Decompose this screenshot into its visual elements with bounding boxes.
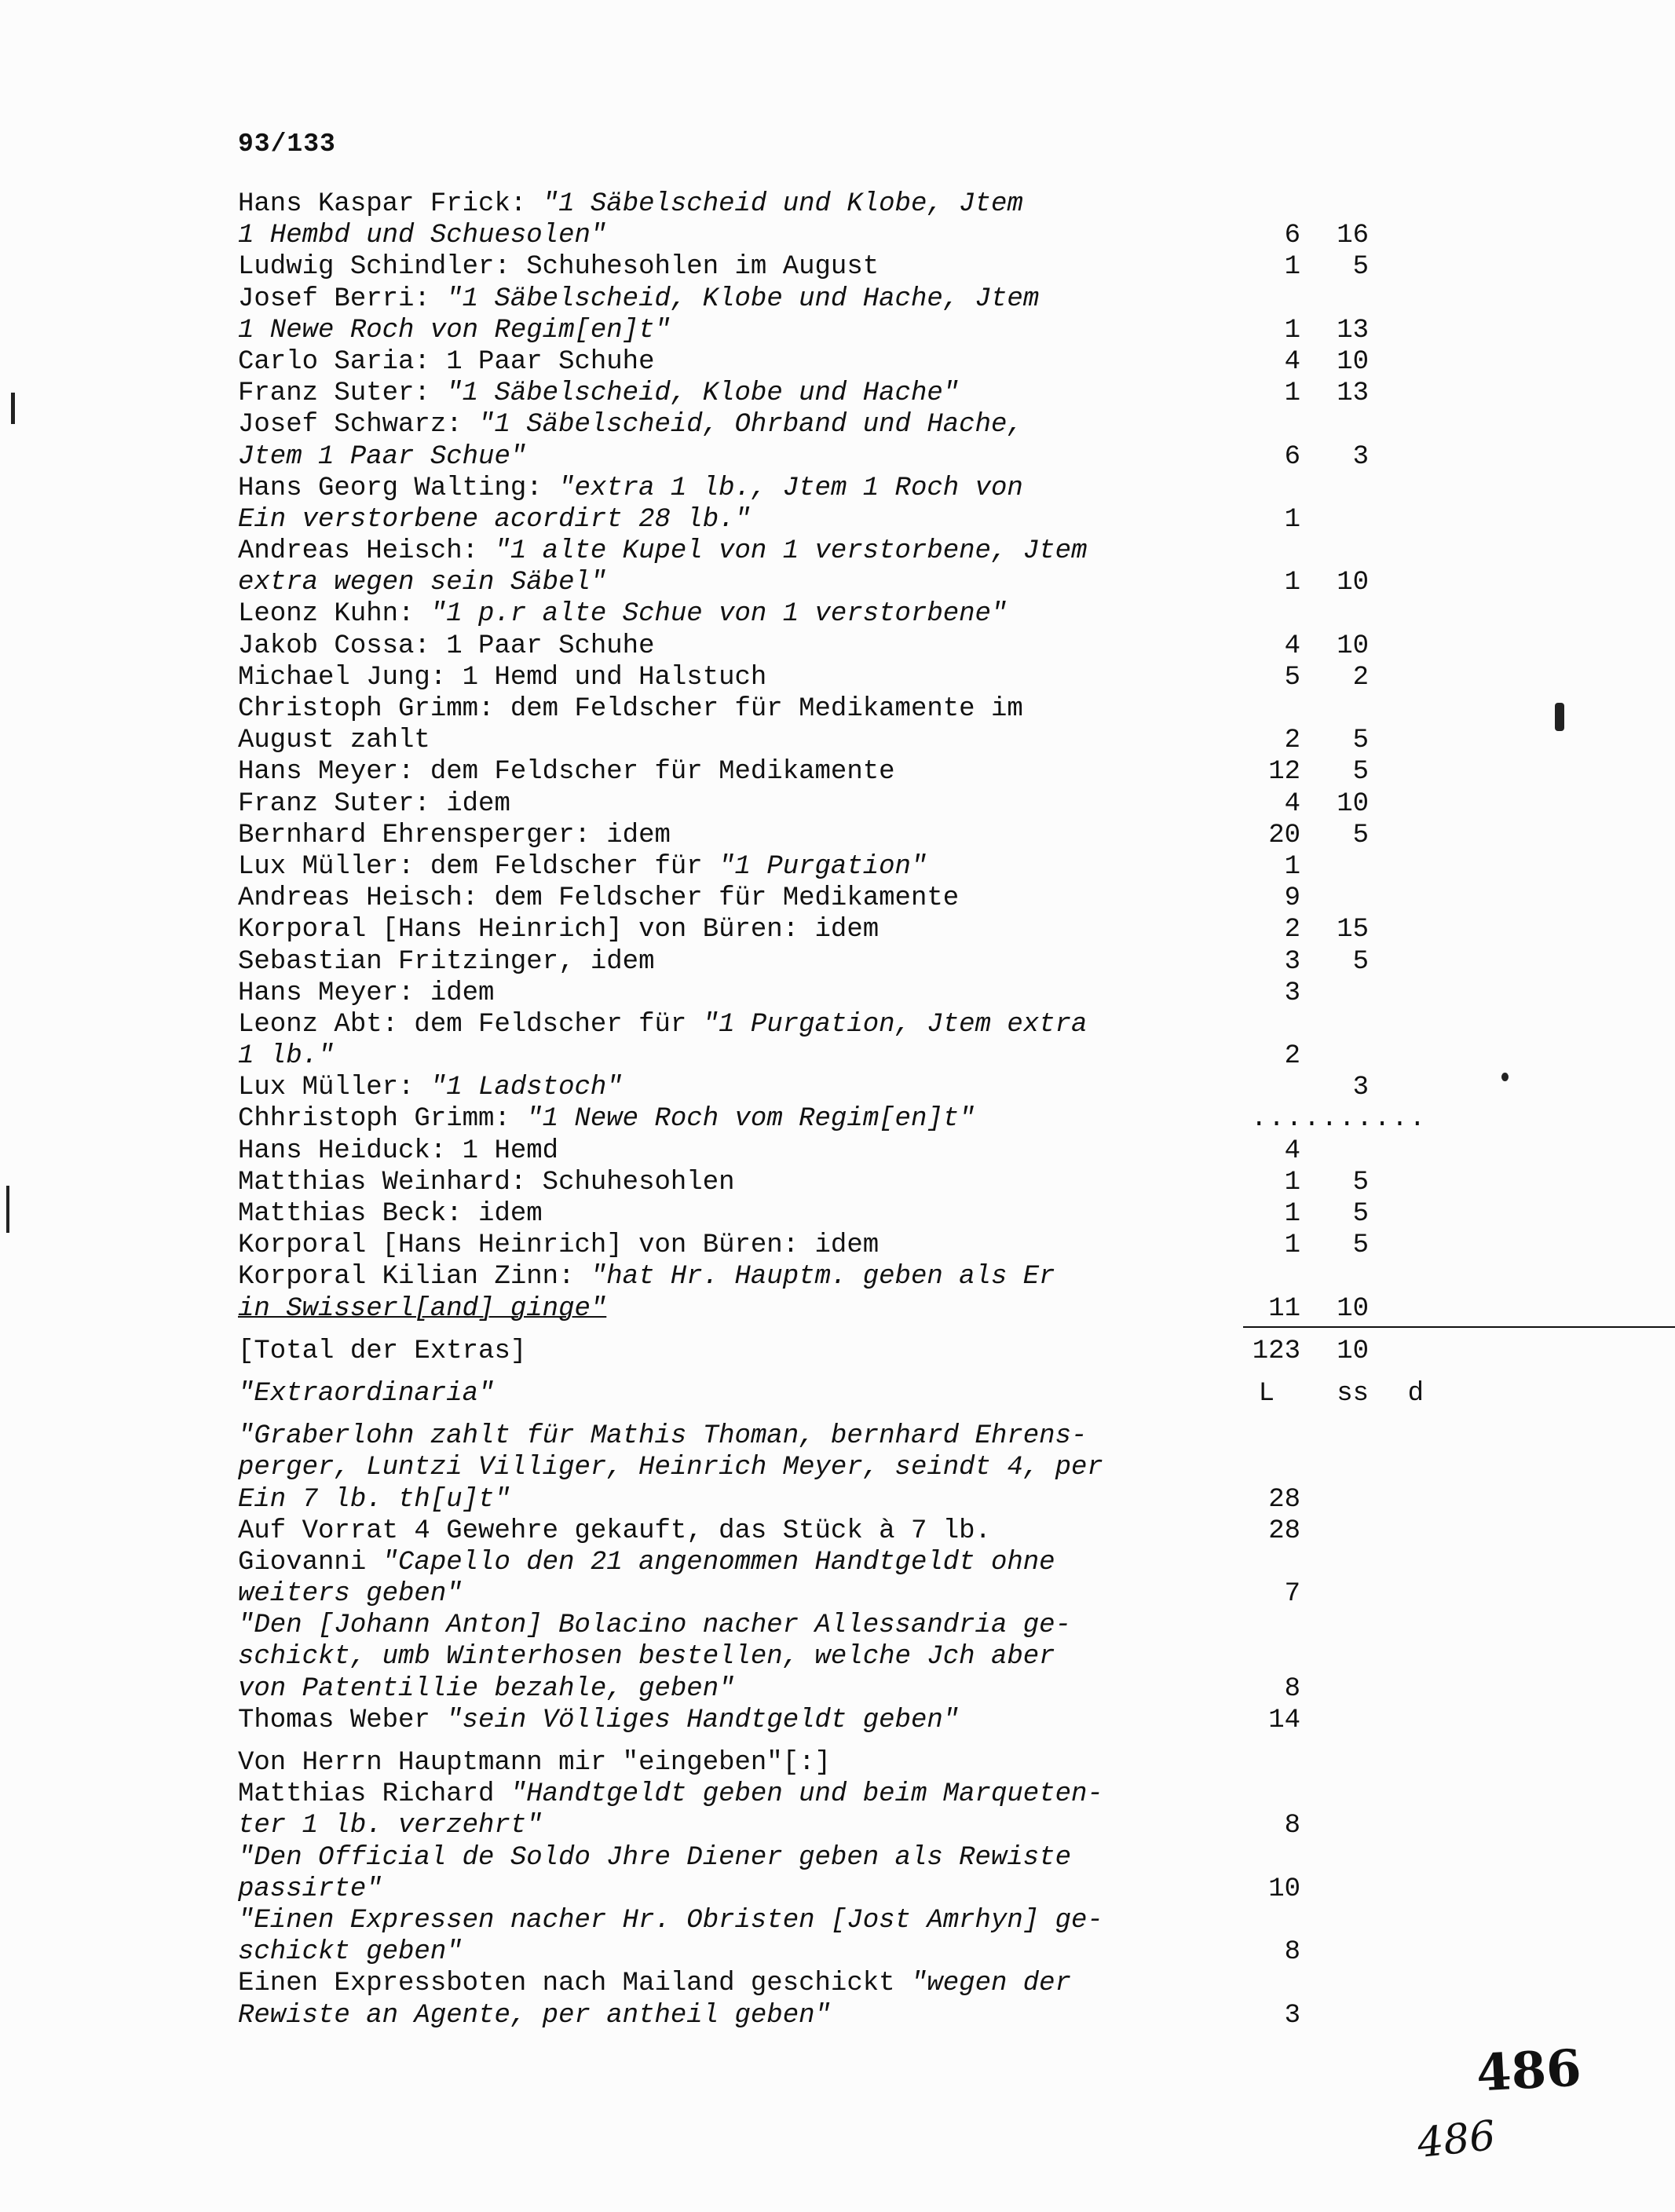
entry-plain: Leonz Abt: dem Feldscher für	[238, 1009, 703, 1040]
ledger-row	[238, 1135, 1439, 1167]
handwritten-page-number: 486	[1475, 2038, 1583, 2104]
entry-text	[238, 883, 959, 914]
amount-ss: 13	[1337, 378, 1369, 409]
amount-ss: 15	[1337, 915, 1369, 945]
amount-lb: 1	[1284, 1199, 1300, 1229]
amount-ss: 5	[1352, 820, 1369, 850]
entry-text	[238, 283, 1039, 315]
entry-text	[238, 1779, 1103, 1810]
entry-plain: Matthias Richard	[238, 1779, 510, 1810]
entry-text	[238, 1905, 1103, 1936]
ledger-row	[238, 441, 1439, 473]
ledger-row	[238, 536, 1439, 567]
entry-text	[238, 473, 1023, 504]
entry-quote: Rewiste an Agente, per antheil geben"	[238, 2000, 831, 2031]
entry-text	[238, 1484, 510, 1515]
amount-lb: 28	[1268, 1484, 1300, 1515]
entry-quote: perger, Luntzi Villiger, Heinrich Meyer, seindt 4, per	[238, 1453, 1103, 1483]
ledger-row	[238, 1293, 1439, 1325]
ledger-row	[238, 1167, 1439, 1198]
entry-text	[238, 978, 494, 1009]
ledger-row	[238, 1261, 1439, 1292]
entry-quote: "1 p.r alte Schue von 1 verstorbene"	[430, 599, 1008, 630]
ledger-row	[238, 1103, 1439, 1135]
ledger-row	[238, 220, 1439, 251]
ledger-row	[238, 820, 1439, 851]
entry-text	[238, 851, 927, 883]
entry-text	[238, 441, 526, 473]
ledger-row	[238, 1072, 1439, 1103]
amount-lb: 7	[1284, 1579, 1300, 1610]
ledger-row	[238, 188, 1439, 220]
ledger-row	[238, 315, 1439, 346]
extraordinaria-row	[238, 1810, 1439, 1841]
amount-lb: 8	[1284, 1673, 1300, 1704]
entry-plain: Christoph Grimm: dem Feldscher für Medikamente im	[238, 694, 1023, 724]
amount-lb: 8	[1284, 1811, 1300, 1841]
ledger-row	[238, 473, 1439, 504]
ledger-row	[238, 978, 1439, 1009]
extraordinaria-row	[238, 1673, 1439, 1705]
entry-quote: Ein verstorbene acordirt 28 lb."	[238, 504, 751, 535]
entry-text	[238, 1641, 1055, 1673]
ledger-row	[238, 693, 1439, 725]
subheading: Von Herrn Hauptmann mir "eingeben"[:]	[238, 1748, 831, 1778]
entry-plain: Franz Suter:	[238, 378, 447, 409]
ledger-row	[238, 631, 1439, 662]
amount-ss: 5	[1352, 252, 1369, 283]
entry-plain: Hans Georg Walting:	[238, 473, 559, 503]
entry-text	[238, 346, 655, 378]
amount-lb: 4	[1284, 788, 1300, 819]
entry-plain: Giovanni	[238, 1547, 382, 1578]
entry-text	[238, 662, 766, 693]
amount-ss: 2	[1352, 662, 1369, 693]
entry-text	[238, 1452, 1103, 1483]
entry-quote: "1 Purgation, Jtem extra	[702, 1009, 1088, 1040]
entry-text	[238, 1705, 959, 1736]
amount-lb: 10	[1268, 1874, 1300, 1904]
extraordinaria-row	[238, 1515, 1439, 1547]
ledger-row	[238, 756, 1439, 788]
entry-plain: Auf Vorrat 4 Gewehre gekauft, das Stück à 7 lb.	[238, 1515, 991, 1546]
entry-quote: "Capello den 21 angenommen Handtgeldt ohne	[382, 1547, 1055, 1578]
entry-plain: Lux Müller: dem Feldscher für	[238, 851, 719, 882]
amount-lb: 2	[1284, 1041, 1300, 1072]
extraordinaria-row	[238, 1968, 1439, 1999]
entry-quote: "1 Säbelscheid, Ohrband und Hache,	[478, 410, 1023, 441]
entry-text	[238, 1198, 543, 1230]
amount-ss: 5	[1352, 1230, 1369, 1261]
amount-lb: 9	[1284, 883, 1300, 914]
entry-quote: schickt geben"	[238, 1937, 463, 1968]
amount-ss: 3	[1352, 1073, 1369, 1103]
entry-quote: "Einen Expressen nacher Hr. Obristen [Jost Amrhyn] ge-	[238, 1905, 1103, 1936]
entry-quote: "Den Official de Soldo Jhre Diener geben als Rewiste	[238, 1842, 1071, 1873]
entry-plain: Korporal Kilian Zinn:	[238, 1262, 591, 1292]
ledger-row	[238, 598, 1439, 630]
entry-text	[238, 2000, 831, 2031]
entry-quote: "1 Ladstoch"	[430, 1073, 623, 1103]
extraordinaria-heading-row	[238, 1378, 1439, 1409]
entry-text	[238, 914, 879, 945]
entry-quote: "hat Hr. Hauptm. geben als Er	[590, 1262, 1055, 1292]
ledger-row	[238, 725, 1439, 756]
sum-rule	[1243, 1326, 1675, 1328]
entry-text	[238, 1261, 1055, 1292]
ledger-row	[238, 883, 1439, 914]
entry-text	[238, 1135, 558, 1167]
entry-plain: Korporal [Hans Heinrich] von Büren: idem	[238, 915, 880, 945]
entry-plain: Hans Meyer: idem	[238, 978, 495, 1008]
column-header-L: L	[1258, 1378, 1275, 1409]
entry-plain: Sebastian Fritzinger, idem	[238, 946, 655, 977]
entry-plain: Bernhard Ehrensperger: idem	[238, 820, 671, 850]
entry-text	[238, 1610, 1071, 1641]
total-lb: 123	[1252, 1336, 1300, 1366]
extraordinaria-row	[238, 1779, 1439, 1810]
entry-text	[238, 820, 671, 851]
ledger-row	[238, 851, 1439, 883]
ledger-row	[238, 1040, 1439, 1072]
amount-lb: 1	[1284, 504, 1300, 535]
entry-text	[238, 1420, 1087, 1452]
entry-plain: August zahlt	[238, 726, 430, 756]
entry-quote: passirte"	[238, 1874, 382, 1904]
amount-lb: 1	[1284, 851, 1300, 882]
ledger-row	[238, 1230, 1439, 1261]
extraordinaria-row	[238, 1905, 1439, 1936]
entry-plain: Einen Expressboten nach Mailand geschickt	[238, 1969, 911, 1999]
entry-plain: Korporal [Hans Heinrich] von Büren: idem	[238, 1230, 880, 1261]
scan-edge-mark	[1555, 703, 1564, 731]
entry-quote: "sein Völliges Handtgeldt geben"	[446, 1705, 960, 1735]
entry-text	[238, 567, 606, 598]
entry-text	[238, 1167, 735, 1198]
entry-plain: Ludwig Schindler: Schuhesohlen im August	[238, 252, 880, 283]
scan-dot	[1501, 1073, 1509, 1081]
amount-ss: 5	[1352, 946, 1369, 977]
entry-text	[238, 598, 1007, 630]
entry-plain: Leonz Kuhn:	[238, 599, 430, 630]
entry-text	[238, 725, 430, 756]
extraordinaria-row	[238, 1578, 1439, 1610]
entry-quote: weiters geben"	[238, 1579, 463, 1610]
entry-text	[238, 1578, 463, 1610]
entry-text	[238, 1874, 382, 1905]
amount-lb: 6	[1284, 441, 1300, 472]
entry-plain: Lux Müller:	[238, 1073, 430, 1103]
entry-text	[238, 1673, 735, 1705]
ledger-row	[238, 567, 1439, 598]
amount-ss: 10	[1337, 568, 1369, 598]
entry-quote: schickt, umb Winterhosen bestellen, welche Jch aber	[238, 1642, 1055, 1673]
entry-text	[238, 1810, 543, 1841]
entry-quote: von Patentillie bezahle, geben"	[238, 1673, 735, 1704]
ledger-row	[238, 346, 1439, 378]
entry-text	[238, 1293, 606, 1325]
entry-plain: Matthias Beck: idem	[238, 1199, 543, 1229]
entry-quote: "Den [Johann Anton] Bolacino nacher Allessandria ge-	[238, 1611, 1071, 1641]
amount-lb: 1	[1284, 568, 1300, 598]
amount-placeholder-dots: ..........	[1251, 1104, 1428, 1135]
entry-text	[238, 946, 655, 978]
amount-lb: 1	[1284, 1167, 1300, 1197]
entry-text	[238, 251, 879, 283]
extraordinaria-row	[238, 1420, 1439, 1452]
entry-text	[238, 1968, 1071, 1999]
entry-text	[238, 315, 671, 346]
amount-lb: 1	[1284, 315, 1300, 346]
amount-lb: 1	[1284, 1230, 1300, 1261]
entry-text	[238, 631, 655, 662]
extraordinaria-row	[238, 1452, 1439, 1483]
entry-plain: Andreas Heisch: dem Feldscher für Medikamente	[238, 883, 960, 914]
extraordinaria-row	[238, 2000, 1439, 2031]
amount-ss: 5	[1352, 1167, 1369, 1197]
entry-quote: "1 Säbelscheid und Klobe, Jtem	[542, 189, 1023, 219]
amount-lb: 4	[1284, 1135, 1300, 1166]
entry-plain: Andreas Heisch:	[238, 536, 495, 567]
amount-lb: 4	[1284, 346, 1300, 377]
entry-quote: "Graberlohn zahlt für Mathis Thoman, bernhard Ehrens-	[238, 1421, 1088, 1452]
entry-text	[238, 1842, 1071, 1874]
entry-plain: Hans Meyer: dem Feldscher für Medikamente	[238, 757, 895, 788]
entry-plain: Jakob Cossa: 1 Paar Schuhe	[238, 631, 655, 661]
handwritten-page-number-2: 486	[1415, 2111, 1498, 2168]
entry-quote: ter 1 lb. verzehrt"	[238, 1811, 543, 1841]
entry-quote: "1 Säbelscheid, Klobe und Hache"	[446, 378, 960, 409]
entry-plain: Michael Jung: 1 Hemd und Halstuch	[238, 662, 767, 693]
entry-quote: in Swisserl[and] ginge"	[238, 1293, 607, 1324]
sum-rule-row	[238, 1325, 1439, 1336]
total-ss: 10	[1337, 1336, 1369, 1366]
amount-lb: 6	[1284, 221, 1300, 251]
entry-quote: "1 alte Kupel von 1 verstorbene, Jtem	[494, 536, 1088, 567]
entry-text	[238, 1009, 1087, 1040]
entry-text	[238, 378, 959, 409]
entry-plain: Carlo Saria: 1 Paar Schuhe	[238, 346, 655, 377]
extraordinaria-row	[238, 1874, 1439, 1905]
section-heading: "Extraordinaria"	[238, 1378, 495, 1409]
ledger-row	[238, 946, 1439, 978]
entry-text	[238, 188, 1023, 220]
ledger-row	[238, 1009, 1439, 1040]
entry-quote: 1 Hembd und Schuesolen"	[238, 221, 607, 251]
scan-edge-mark	[11, 393, 15, 424]
entry-text	[238, 1936, 463, 1968]
extraordinaria-row	[238, 1936, 1439, 1968]
entry-text	[238, 1515, 991, 1547]
spacer	[238, 1367, 1439, 1378]
entry-quote: "1 Purgation"	[719, 851, 927, 882]
entry-text	[238, 788, 510, 820]
entry-plain: Josef Schwarz:	[238, 410, 479, 441]
entry-plain: Hans Heiduck: 1 Hemd	[238, 1135, 559, 1166]
extraordinaria-row	[238, 1547, 1439, 1578]
spacer	[238, 1736, 1439, 1747]
amount-ss: 5	[1352, 757, 1369, 788]
entry-quote: extra wegen sein Säbel"	[238, 568, 607, 598]
total-label: [Total der Extras]	[238, 1336, 527, 1366]
amount-lb: 5	[1284, 662, 1300, 693]
extraordinaria-row	[238, 1705, 1439, 1736]
amount-lb: 14	[1268, 1705, 1300, 1735]
entry-text	[238, 756, 895, 788]
scan-edge-mark	[6, 1186, 9, 1233]
entry-plain: Matthias Weinhard: Schuhesohlen	[238, 1167, 735, 1197]
entry-text	[238, 693, 1023, 725]
entry-quote: Ein 7 lb. th[u]t"	[238, 1484, 510, 1515]
ledger-row	[238, 914, 1439, 945]
amount-lb: 3	[1284, 946, 1300, 977]
amount-ss: 3	[1352, 441, 1369, 472]
entry-quote: "extra 1 lb., Jtem 1 Roch von	[558, 473, 1023, 503]
entry-text	[238, 1230, 879, 1261]
entry-text	[238, 220, 606, 251]
ledger-row	[238, 662, 1439, 693]
amount-lb: 8	[1284, 1937, 1300, 1968]
ledger-row	[238, 409, 1439, 441]
amount-lb: 2	[1284, 915, 1300, 945]
ledger-row	[238, 283, 1439, 315]
amount-lb: 1	[1284, 378, 1300, 409]
amount-ss: 10	[1337, 1293, 1369, 1324]
entry-text	[238, 1547, 1055, 1578]
spacer	[238, 1409, 1439, 1420]
entry-plain: Thomas Weber	[238, 1705, 447, 1735]
entry-text	[238, 1040, 334, 1072]
entry-plain: Hans Kaspar Frick:	[238, 189, 543, 219]
entry-text	[238, 536, 1087, 567]
amount-lb: 4	[1284, 631, 1300, 661]
amount-ss: 13	[1337, 315, 1369, 346]
entry-text	[238, 409, 1023, 441]
amount-ss: 5	[1352, 1199, 1369, 1229]
amount-lb: 3	[1284, 2000, 1300, 2031]
ledger-entries	[238, 188, 1439, 2031]
amount-lb: 12	[1268, 757, 1300, 788]
extraordinaria-row	[238, 1641, 1439, 1673]
column-header-d: d	[1407, 1378, 1424, 1409]
amount-ss: 10	[1337, 788, 1369, 819]
column-header-ss: ss	[1337, 1378, 1369, 1409]
entry-quote: "Handtgeldt geben und beim Marqueten-	[510, 1779, 1103, 1810]
ledger-row	[238, 251, 1439, 283]
entry-text	[238, 1072, 623, 1103]
amount-ss: 5	[1352, 726, 1369, 756]
amount-lb: 20	[1268, 820, 1300, 850]
ledger-row	[238, 1198, 1439, 1230]
amount-lb: 28	[1268, 1515, 1300, 1546]
amount-ss: 10	[1337, 346, 1369, 377]
entry-quote: Jtem 1 Paar Schue"	[238, 441, 527, 472]
entry-quote: 1 Newe Roch von Regim[en]t"	[238, 315, 671, 346]
amount-ss: 10	[1337, 631, 1369, 661]
amount-lb: 3	[1284, 978, 1300, 1008]
ledger-row	[238, 378, 1439, 409]
entry-quote: 1 lb."	[238, 1041, 335, 1072]
extraordinaria-row	[238, 1610, 1439, 1641]
total-row	[238, 1336, 1439, 1367]
entry-plain: Josef Berri:	[238, 283, 447, 314]
amount-lb: 2	[1284, 726, 1300, 756]
entry-plain: Chhristoph Grimm:	[238, 1104, 527, 1135]
entry-quote: "1 Säbelscheid, Klobe und Hache, Jtem	[446, 283, 1040, 314]
entry-text	[238, 1103, 975, 1135]
page-reference: 93/133	[238, 130, 336, 159]
subheading-row	[238, 1747, 1439, 1779]
ledger-row	[238, 504, 1439, 536]
entry-quote: "1 Newe Roch vom Regim[en]t"	[526, 1104, 975, 1135]
amount-lb: 11	[1268, 1293, 1300, 1324]
ledger-row	[238, 788, 1439, 820]
extraordinaria-row	[238, 1842, 1439, 1874]
extraordinaria-row	[238, 1484, 1439, 1515]
entry-plain: Franz Suter: idem	[238, 788, 510, 819]
entry-quote: "wegen der	[910, 1969, 1071, 1999]
entry-text	[238, 504, 751, 536]
amount-lb: 1	[1284, 252, 1300, 283]
amount-ss: 16	[1337, 221, 1369, 251]
